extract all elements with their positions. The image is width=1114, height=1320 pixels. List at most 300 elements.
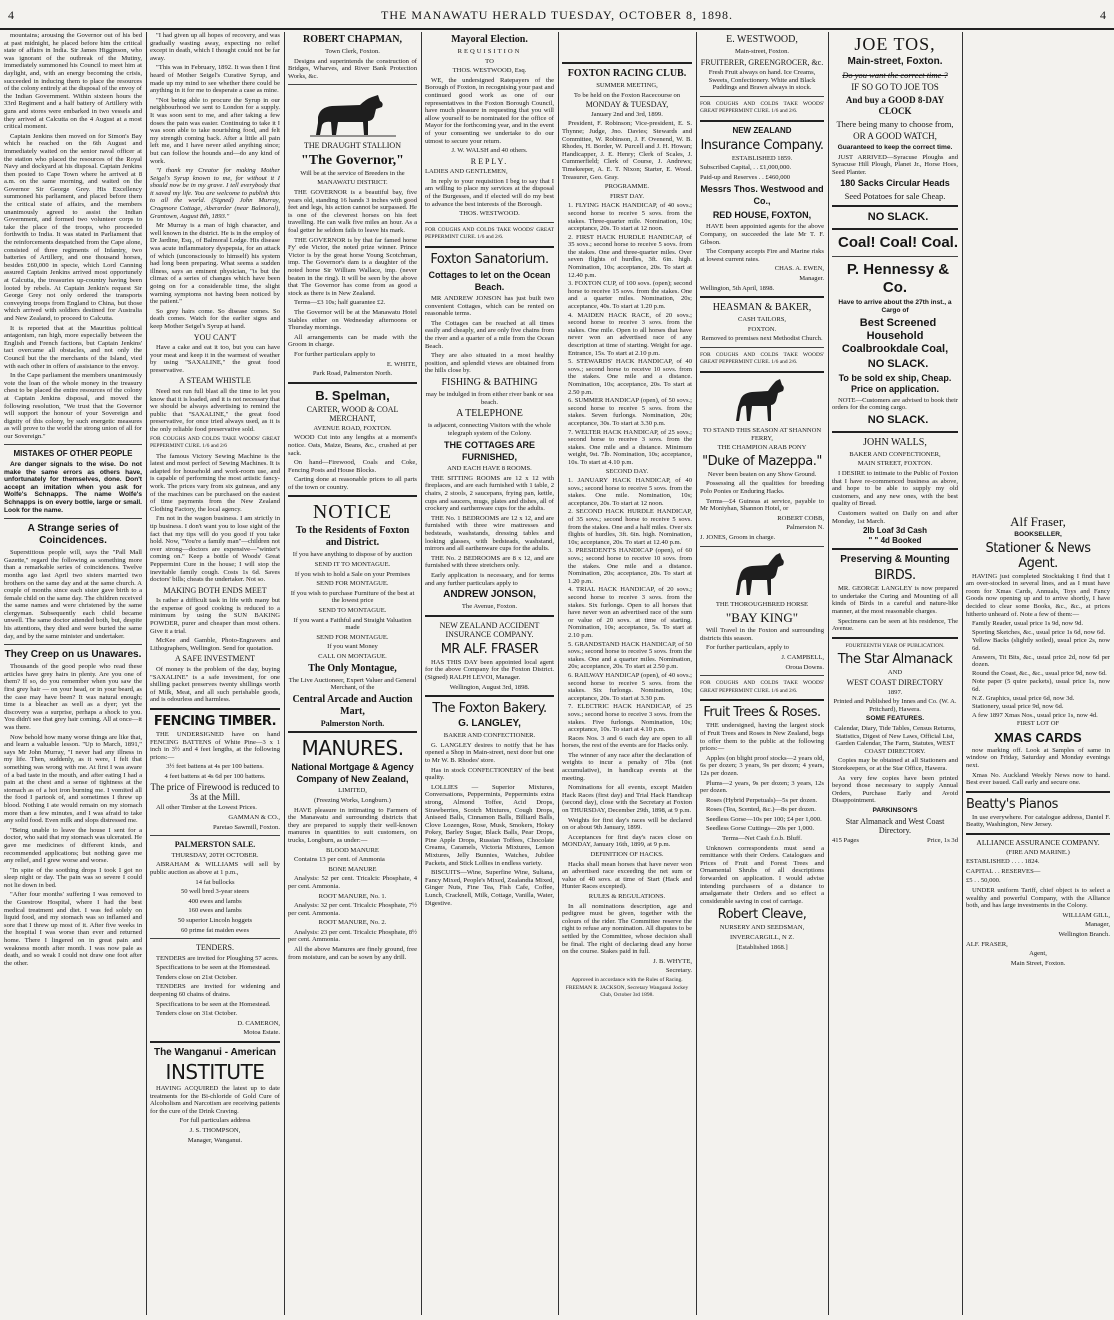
ad-signature: Manager, Wanganui. [187, 1136, 243, 1144]
ad-subheading: DEFINITION OF HACKS. [590, 851, 664, 858]
ad-text: Copies may be obtained at all Stationers and Storekeepers, or at the Star Office, Hawera. [832, 757, 958, 772]
ad-noslack: NO SLACK. [867, 211, 929, 224]
article-paragraph: "I thank my Creator for making Mother Seigel's Syrup known to me, for without it I should now be in my grave. I tell everybody that it saved my life. You are welcome to publish this to all the world. (Signed) John Murray, Cragmore Cottage, Aberarder (near Balmoral), Grantown, August 8th, 1893." [150, 167, 280, 220]
divider [700, 371, 824, 373]
ad-subheading: BOOKSELLER, [1014, 531, 1062, 538]
ad-heading-residents: To the Residents of Foxton and District. [295, 525, 410, 549]
ad-text: LOLLIES — Superior Mixtures, Conversations, Peppermints, Peppermints extra strong, Almond Toffee, Acid Drops, Strawberries, Scotch Mixtures, Cough Drops, Aniseed Balls, Cinnamon Balls, Billiard Balls, Clove Lozenges, Rose, Musk, Smokers, Hokey Pokey, Barley Sugar, Black Balls, Pear Drops, Pine Apple Drops, Russian Toffees, Chocolate Creams, Caramels, Victoria Mixtures, Lemon Mixtures, Jelly Bunnies, Watches, Jubilee Packets, and Stick Lollies in endless variety. [425, 783, 554, 867]
divider [4, 644, 142, 645]
ad-best: Best Screened Household Coalbrookdale Coal, [841, 316, 949, 355]
ad-subheading: NURSERY AND SEEDSMAN, [719, 924, 805, 932]
article-paragraph: "After four months' suffering I was removed to the Guestrow Hospital, where I had the best medical treatment and diet. I was fed solely on liquid food, and my stomach was so inflamed and sore that I threw up most of it. After five weeks in the hospital I was worse than ever and returned home. There I lingered on in great pain and weakness month after month. I was now pale as death, and so weak I could not draw one foot after the other. [4, 891, 142, 967]
divider [700, 675, 824, 676]
divider [966, 833, 1110, 835]
ad-price-row [832, 837, 958, 845]
ad-text: Will be at the service of Breeders in the [300, 169, 405, 177]
ad-heading-notice: NOTICE [312, 501, 393, 524]
ad-date: Wellington, 5th April, 1898. [700, 284, 775, 292]
article-paragraph: "This was in February, 1892. It was then I first heard of Mother Seigel's Curative Syrup, and made up my mind to see whether there could be anything in it for me to desperate a case as mine. [150, 64, 280, 95]
ad-line: 4 feet battens at 4s 6d per 100 battens. [164, 772, 266, 780]
race-entry: 1. FLYING HACK HANDICAP, of 40 sovs.; second horse to receive 5 sovs. from the stakes. Three-quarter mile. Nomination, 10s; acceptance, 20s. To start at 12 noon. [568, 202, 692, 233]
divider [700, 699, 824, 701]
ad-text: For further particulars, apply to [706, 644, 789, 652]
ad-subheading: FIRST LOT OF [1016, 720, 1060, 728]
ad-signature: Oroua Downs. [785, 663, 824, 671]
ad-text: Unknown correspondents must send a remittance with their Orders. Catalogues and Prices of Fruit and Forest Trees and Ornamental Shrubs of all descriptions forwarded on application. I would advise intending purchasers of a distance to amalgamate their Orders and so effect a considerable saving in cost of carriage. [700, 844, 824, 905]
ad-subheading: SECOND DAY. [605, 467, 649, 475]
ad-text: THE No. 2 BEDROOMS are 8 x 12, and are furnished with three stretchers only. [425, 554, 554, 570]
notice-text: Have a cake and eat it too, but you can have your meat and keep it in the warmest of weather by using "SAXALINE," the great food preservative. [150, 344, 280, 374]
ad-text: I DESIRE to intimate to the Public of Foxton that I have re-commenced business as above, and hope to be able to supply my old customers, and any new ones, with the best quality of Bread. [832, 469, 958, 508]
ad-text: For full particulars address [179, 1117, 251, 1125]
ad-subheading: MONDAY & TUESDAY, [585, 100, 669, 110]
ad-clock: And buy a GOOD 8-DAY CLOCK [845, 95, 945, 116]
ad-noslack: NO SLACK. [867, 413, 929, 426]
divider [966, 791, 1110, 793]
ad-subheading: REQUISITION [457, 48, 522, 55]
book-offer: Answers, Tit Bits, &c., usual price 2d, now 6d per dozen. [972, 653, 1110, 669]
ad-text: All arrangements can be made with the Groom in charge. [288, 333, 417, 349]
ad-text: THE GOVERNOR is a beautiful bay, five years old, standing 16 hands 3 inches with good feet and legs, his action cannot be surpassed. He is one of the cleverest horses on his feet travelling. He can walk five miles an hour. As a foal getter he seldom fails to leave his mark. [288, 189, 417, 235]
ad-sacks: 180 Sacks Circular Heads [840, 178, 950, 189]
column-rule [284, 32, 285, 1315]
ad-price: Price, 1s 3d [927, 836, 958, 844]
article-heading-creep: They Creep on us Unawares. [4, 649, 142, 661]
ad-text: MR. GEORGE LANGLEY is now prepared to undertake the Curing and Mounting of all kinds of Birds in a careful and nature-like manner, at the most reasonable charges. [832, 585, 958, 616]
ad-text: Early application is necessary, and for terms and any further particulars apply to [425, 572, 554, 587]
ad-heading-beatty: Beatty's Pianos [966, 796, 1058, 812]
article-paragraph: Thousands of the good people who read these articles have grey hairs in plenty. Are you one of them? If so, do you remember when you saw the first grey hair — on your head, or in your beard, as the case may have been? It was natural enough; time is a bleacher as well as a dyer; yet the discovery was a surprise, perhaps a shock to you. You didn't see that grey hair coming. All at once—it was there. [4, 663, 142, 731]
ad-signature: D. CAMERON, [237, 1019, 280, 1027]
arab-pony-icon [732, 377, 792, 425]
column-7 [832, 32, 958, 1315]
ad-heading-fishing: FISHING & BATHING [441, 376, 538, 388]
ad-heading-institute: INSTITUTE [165, 1059, 265, 1084]
ad-heading-stationer: Stationer & News Agent. [985, 540, 1091, 571]
divider [700, 296, 824, 298]
ad-text: Specifications to be seen at the Homestead. [156, 964, 271, 972]
ad-subheading: TO [485, 57, 494, 65]
divider [832, 228, 958, 230]
ad-text: Roses (Hybrid Perpetuals)—5s per dozen. [706, 796, 818, 804]
divider [150, 1041, 280, 1043]
divider [832, 205, 958, 207]
divider [288, 84, 417, 85]
ad-text: On hand—Firewood, Coals and Coke, Fencing Posts and House Blocks. [288, 459, 417, 474]
ad-heading-heasman: HEASMAN & BAKER, [712, 302, 812, 314]
manure-name: BONE MANURE [328, 865, 377, 873]
ad-subheading: LIMITED, [338, 787, 367, 795]
column-rule [146, 32, 147, 1315]
column-1 [4, 32, 142, 1315]
race-entry: 5. STEWARDS' HACK HANDICAP, of 40 sovs.; second horse to receive 10 sovs. from the stakes. One mile and a distance. Nomination, 10s; acceptance, 20s. To start at 2.50 p.m. [568, 358, 692, 396]
ad-subheading: RULES & REGULATIONS. [588, 892, 666, 900]
ad-signature: J. B. WHYTE, [653, 957, 692, 965]
ad-signature: Agent, [1029, 950, 1047, 958]
ad-text: HAVING ACQUIRED the latest up to date treatments for the Bi-chloride of Gold Cure of Alcoholism and Narcotism are receiving patients for the cure of the Drink Craving. [150, 1084, 280, 1115]
divider [150, 938, 280, 939]
ad-signature: Secretary. [665, 967, 692, 975]
ad-subheading: MANAWATU DISTRICT. [317, 179, 388, 187]
ad-watch: OR A GOOD WATCH, [853, 131, 937, 141]
thoroughbred-horse-icon [732, 551, 792, 599]
stock-item: 50 well bred 3-year steers [180, 888, 250, 896]
ad-heading-furnished: THE COTTAGES ARE FURNISHED, [443, 440, 535, 463]
divider [4, 518, 142, 519]
notice-text: McKee and Gamble, Photo-Engravers and Lithographers, Wellington. Send for quotation. [150, 637, 280, 652]
ad-text: THE undersigned, having the largest stock of Fruit Trees and Roses in New Zealand, begs to offer them to the public at the following prices:— [700, 722, 824, 753]
ad-text: TENDERS are invited for Ploughing 57 acres. [156, 954, 279, 962]
ad-text: TENDERS are invited for widening and deepening 60 chains of drains. [150, 983, 280, 998]
montague-line: If you wish to purchase Furniture of the best at the lowest price [290, 589, 415, 605]
article-paragraph: "Not being able to procure the Syrup in our neighbourhood we sent to London for a supply. It was soon sent to me, and after taking a few doses the pain was easier. Continuing to take it I was soon able to take nourishing food, and felt my strength coming back. After a little all pain left me, and I have never ailed anything since; but can follow the hounds and—do any kind of work. [150, 96, 280, 165]
ad-subheading: WEST COAST DIRECTORY [846, 678, 944, 688]
ad-firewood: The price of Firewood is reduced to 3s at the Mill. [150, 782, 280, 803]
divider [562, 62, 692, 64]
ad-text: Will Travel in the Foxton and surrounding districts this season. [700, 627, 824, 642]
ad-text: MR ANDREW JONSON has just built two convenient Cottages, which can be rented on reasonable terms. [425, 294, 554, 318]
ad-heading-redhouse: RED HOUSE, FOXTON, [712, 210, 812, 221]
ad-text: HAVE pleasure in intimating to Farmers of the Manawatu and surrounding districts that they are prepared to supply their well-known manures in quantities to suit customers, on trucks, Longburn, as under:— [288, 806, 417, 844]
ad-text: Apples (on blight proof stocks—2 years old, 6s per dozen; 3 years, 9s per dozen; 4 years, 12s per dozen. [700, 754, 824, 777]
article-paragraph: Superstitious people will, says the "Pall Mall Gazette," regard the following as something more than a remarkable series of coincidences. Twelve months ago last April two sisters married two brothers on the same day and at the same church. A couple of months since each sister gave birth to a female child on the same day. The children received the same names and were christened by the same clergyman. Subsequently each child became unwell. The same doctor attended both, but, despite his attentions, they died and were buried the same day, and by the same minister and undertaker. [4, 549, 142, 640]
montague-cta: SEND FOR MONTAGUE. [316, 633, 389, 641]
ad-text: Xmas No. Auckland Weekly News now to hand. Best ever issued. Call early and secure one. [966, 771, 1110, 787]
ad-text: Possessing all the qualities for breeding Polo Ponies or Enduring Hacks. [700, 480, 824, 496]
ad-capital: ESTABLISHED . . . . 1824. [966, 858, 1040, 866]
ad-text: Specifications to be seen at the Homestead. [156, 1000, 271, 1008]
ad-subheading: SOME FEATURES. [865, 715, 925, 723]
ad-subheading: BAKER AND CONFECTIONER, [849, 450, 941, 458]
ad-heading-mayoral: Mayoral Election. [451, 34, 528, 45]
ad-heading-telephone: A TELEPHONE [456, 408, 523, 420]
manure-analysis: Analysis: 23 per cent. Tricalcic Phosphate, 8½ per cent. Ammonia. [288, 928, 417, 944]
ad-text: Tenders close on 31st October. [156, 1010, 238, 1018]
ad-date: Wellington, August 3rd, 1898. [449, 683, 530, 691]
book-offer: Sporting Sketches, &c., usual price 1s 6d, now 6d. [972, 628, 1106, 636]
ad-capital: £5 . . 50,000. [966, 877, 1001, 885]
divider [832, 548, 958, 550]
ad-text: Carting done at reasonable prices to all parts of the town or country. [288, 476, 417, 491]
divider [150, 835, 280, 836]
ad-text: UNDER uniform Tariff, chief object is to select a wealthy and powerful Company, with the Alliance both, and has large investments in the Colony. [966, 887, 1110, 910]
notice-heading-whistle: A STEAM WHISTLE [179, 376, 251, 386]
stock-item: 160 ewes and lambs [188, 907, 242, 915]
divider [700, 96, 824, 97]
ad-signature: THOS. WESTWOOD. [459, 210, 520, 218]
ad-seed: Seed Potatoes for sale Cheap. [844, 191, 946, 202]
ad-heading-main-street: Main-street, Foxton. [847, 56, 943, 67]
article-paragraph: "I had given up all hopes of recovery, and was gradually wasting away, expecting no relief except in death, which I thought could not be far away. [150, 32, 280, 62]
ad-subheading: CARTER, WOOD & COAL MERCHANT, [306, 404, 399, 423]
newspaper-title: THE MANAWATU HERALD TUESDAY, OCTOBER 8, 1898. [381, 8, 733, 22]
notice-heading-safe: A SAFE INVESTMENT [174, 654, 255, 664]
ad-text: is adjacent, connecting Visitors with the whole telegraph system of the Colony. [427, 422, 552, 437]
ad-capital: CAPITAL . . RESERVES— [966, 867, 1041, 875]
divider [4, 444, 142, 445]
ad-text: Weights for first day's races will be declared on or about 9th January, 1899. [562, 816, 692, 832]
joe-tos-spacer [966, 32, 1110, 512]
ad-heading-mistakes: MISTAKES OF OTHER PEOPLE [13, 449, 133, 459]
ad-text-mistakes: Are danger signals to the wise. Do not make the same errors as others have, unfortunately for themselves, done. Don't accept an imitation when you ask for Wolfe's Schnapps. The name Wolfe's Schnapps is on every bottle, large or small. Look for the name. [4, 460, 142, 514]
book-offer: Note paper (5 quire packets), usual price 1s, now 6d. [972, 678, 1110, 693]
divider [425, 695, 554, 697]
ad-signature: Paretao Sawmill, Foxton. [212, 823, 280, 831]
cure-notice: FOR COUGHS AND COLDS TAKE WOODS' GREAT PEPPERMINT CURE. 1/6 and 2/6. [700, 100, 824, 115]
ad-arrive: Have to arrive about the 27th inst., a Cargo of [838, 299, 952, 314]
notice-text: Need not run full blast all the time to let you know that it is loaded, and it is not necessary that we should be always advertising to remind the public that "SAXALINE," the great food preservative, for once tried always used, as it is the only reliable food preservative sold. [150, 387, 280, 433]
ad-subheading: MAIN STREET, FOXTON. [857, 460, 933, 468]
column-6 [700, 32, 824, 1315]
ad-subheading: THE CHAMPION ARAB PONY [717, 444, 807, 452]
ad-text: J. JONES, Groom in charge. [700, 534, 776, 541]
ad-heading-cottages: Cottages to let on the Ocean Beach. [428, 269, 551, 292]
ad-text: Calendar, Diary, Tide Tables, Census Returns, Statistics, Digest of New Laws, Official List, Garden Calendar, The Farm, Statutes, WEST COAST DIRECTORY. [834, 725, 956, 755]
ad-text: Printed and Published by Innes and Co. (W. A. Pritchard), Hawera. [833, 698, 957, 713]
article-paragraph: Mr Murray is a man of high character, and well known in the district. He is in the employ of Dr Jardine, Esq., of Balmoral Lodge. His disease was acute inflammatory dyspepsia, for an attack of which (unconsciously to himself) his system had long been preparing. What seems a sudden illness, says an eminent physician, "is but the climax of a series of changes which have been going on for a considerable time, the slight warning symptoms not having been noticed by the patient." [150, 222, 280, 306]
ad-many: There being many to choose from, [836, 119, 954, 129]
ad-subheading: BAKER AND CONFECTIONER. [443, 732, 536, 740]
ad-heading-jonson: ANDREW JONSON, [443, 589, 536, 601]
divider [288, 731, 417, 733]
ad-heading-mortgage: National Mortgage & Agency Company of New Zealand, [291, 762, 414, 785]
ad-subheading: INVERCARGILL, N Z. [729, 934, 795, 941]
book-offer: Stationery, usual price 9d, now 6d. [972, 703, 1064, 711]
ad-heading-fraser: MR ALF. FRASER [440, 641, 539, 657]
ad-text: NOTE—Customers are advised to book their orders for the coming cargo. [832, 396, 958, 412]
stock-item: 14 fat bullocks [195, 878, 235, 886]
article-paragraph: In the Cape parliament the members unanimously vote the loan of the whole money in the treasury chest to be placed the entire resources of the colony at Captain Jenkins disposal, and moved the following resolution, "We trust that the Governor will support the honour of your Sovereign and dignity of this colony, by such energetic measures as will prove to the world the strong union of all for our Sovereign." [4, 372, 142, 440]
column-8 [966, 32, 1110, 1315]
ad-text: In all nominations description, age and pedigree must be given, together with the colours of the rider. The Committee reserve the right to refuse any nomination. All disputes to be settled by the Committee, whose decision shall be final. The right of declaring dead any horse on the course. Stakes paid in full. [562, 902, 692, 956]
ad-subheading: AND [887, 669, 903, 677]
page-number-left: 4 [8, 8, 14, 22]
ad-heading-insurance: Insurance Company. [700, 137, 824, 153]
ad-heading-trees: Fruit Trees & Roses. [703, 705, 821, 721]
ad-subheading: FOXTON. [747, 325, 777, 333]
column-5 [562, 32, 692, 1315]
ad-signature: Main Street, Foxton. [1010, 959, 1066, 967]
ad-hennessy: P. Hennessy & Co. [846, 261, 950, 297]
draught-horse-icon [308, 89, 398, 139]
ad-text: The Governor will be at the Manawatu Hotel Stables either on Wednesday afternoons or Thursday mornings. [288, 308, 417, 332]
ad-line: 3½ feet battens at 4s per 100 battens. [166, 763, 264, 771]
ad-text: Terms—£4 Guineas at service, payable to Mr Moniyhan, Shannon Hotel, or [700, 497, 824, 513]
ad-heading-fencing: FENCING TIMBER. [153, 713, 277, 729]
manure-name: BLOOD MANURE [326, 846, 379, 854]
ad-text: ABRAHAM & WILLIAMS will sell by public auction as above at 1 p.m., [150, 861, 280, 876]
race-entry: 4. TRIAL HACK HANDICAP, of 20 sovs.; second horse to receive 3 sovs. from the stakes. Six furlongs. Open to all horses that have never won an advertised race of the sum or value of 20 sovs. at time of starting. Nomination, 10s; acceptance, 5s. To start at 2.10 p.m. [568, 586, 692, 639]
ad-text: Plums—2 years, 9s per dozen; 3 years, 12s per dozen. [700, 779, 824, 795]
ad-subheading: Town Clerk, Foxton. [325, 48, 380, 55]
ad-heading-alf: Alf Fraser, [1010, 514, 1066, 529]
ad-subheading: Palmerston North. [320, 718, 385, 728]
ad-heading-reply: REPLY. [470, 156, 509, 166]
ad-text: All other Timber at the Lowest Prices. [156, 804, 257, 812]
notice-text: Of money is the problem of the day, buying "SAXALINE" is a safe investment, for one shilling packet preserves twenty shillings worth of Milk, Meat, and all such perishable goods, and is odourless and harmless. [150, 665, 280, 704]
ad-subheading: Star Almanack and West Coast Directory. [845, 816, 945, 835]
ad-text: Never been beaten on any Show Ground. [707, 470, 817, 478]
race-entry: 7. WELTER HACK HANDICAP, of 25 sovs.; second horse to receive 3 sovs. from the stakes. One mile and a distance. Minimum weight, 9st. 7lb. Nomination, 10s; acceptance, 10s. To start at 4.10 p.m. [568, 428, 692, 466]
article-paragraph: mountains; arousing the Governor out of his bed at past midnight, he placed before him the critical state of affairs in India. Sir James Higginson, who was ignorant of the outbreak of the Mutiny, immediately summoned his Council to meet him at daylight, and, with an energy becoming the crisis, succeeded in inducing them to place the resources of the colony entirely at the disposal of the envoy of the Indian Government. Within sixteen hours the 33rd Regiment and a half battery of Artillery with guns and stores were embarked in two vessels and they arrived at Calcutta on the 4 August at a most critical moment. [4, 32, 142, 131]
ad-loaf-booked: " " 4d Booked [868, 535, 922, 545]
ad-text: TO STAND THIS SEASON AT SHANNON FERRY, [702, 427, 822, 442]
ad-text: LADIES AND GENTLEMEN, [425, 168, 508, 176]
ad-approval: Approved in accordance with the Rules of Racing. FREEMAN R. JACKSON, Secretary Wanganui Jockey Club, October 3rd 1898. [565, 976, 689, 999]
divider [700, 347, 824, 348]
notice-heading-cant: YOU CAN'T [193, 332, 237, 342]
race-entry: 6. RAILWAY HANDICAP (open), of 40 sovs.; second horse to receive 5 sovs. from the stakes. Six furlongs. Nomination, 10s; acceptance, 20s. To start at 3.30 p.m. [568, 671, 692, 702]
ad-heading-messrs: Messrs Thos. Westwood and Co., [700, 184, 824, 207]
ad-text: THE UNDERSIGNED have on hand FENCING BATTENS of White Pine—3 x 1 inch in 3½ and 4 feet lengths, at the following prices:— [150, 730, 280, 761]
ad-heading-bakery: The Foxton Bakery. [432, 701, 547, 717]
ad-text: The Live Auctioneer, Expert Valuer and General Merchant, of the [288, 676, 417, 692]
ad-heading-cleave: Robert Cleave, [717, 907, 807, 923]
article-paragraph: Now behold how many worse things are like that, and learn a valuable lesson. "Up to March, 1891," says Mr John Murray, "I never had any illness in my life. Then, suddenly, as it were, I felt that something was wrong with me. At first I was aware of a bad taste in the mouth, and after eating I had a pain at the chest and a sense of tightness at the stomach as of a hot iron burning me. I vomited all the food I partook of, and sometimes I threw up blood. Nothing I ate would remain on my stomach more than a few minutes, and I was afraid to take any solid food. Even milk and slops distressed me. [4, 733, 142, 825]
notice-text: The famous Victory Sewing Machine is the latest and most perfect of Sewing Machines. It is adapted for household and work-room use, and is capable of performing the most artistic fancy-work. The prices vary from six guineas, and any of the machines can be purchased on the easiest of time payments from the New Zealand Clothing Factory, the local agency. [150, 452, 280, 513]
article-paragraph: Captain Jenkins then moved on for Simon's Bay which he reached on the 6th August and immediately waited on the senior naval officer at the station who placed the resources of the Royal Navy and dockyard at his disposal. Captain Jenkins then posted to Cape Town where he arrived at 8 a.m. on the same morning, and waited on the Governor Sir George Grey. His Excellency summoned his parliament, and placed before them the critical state of affairs, and the members unanimously agreed to assist the Indian Government, and formed two volunteer corps to take the place of the troops, who proceeded forthwith to India. It was stated in Parliament that the reinforcements despatched from the Cape alone, consisted of three regiments of Infantry, two batteries of Artillery, and one thousand horses, besides £60,000 in specie, which Lord Canning assured Captain Jenkins arrived most opportunely at Calcutta, the treasuries up-country having been looted by rebels. At Captain Jenkin's request Sir George Grey not only ordered the transports conveying troops from England to China, but those which arrived with soldiers destined for Australia and New Zealand, to proceed to Calcutta. [4, 132, 142, 322]
ad-heading-accident: NEW ZEALAND ACCIDENT INSURANCE COMPANY. [439, 620, 540, 640]
divider [150, 708, 280, 710]
notice-heading-making: MAKING BOTH ENDS MEET [163, 585, 267, 595]
ad-text: The winner of any race after the declaration of weights to incur a penalty of 7lbs (not accumulative), in handicap events at the meeting. [562, 751, 692, 782]
ad-text: In reply to your requisition I beg to say that I am willing to place my services at the disposal of the Burgesses, and if elected will do my best to advance the best interests of the Borough. [425, 177, 554, 208]
cure-notice: FOR COUGHS AND COLDS TAKE WOODS' GREAT PEPPERMINT CURE. 1/6 and 2/6 [150, 435, 280, 450]
cure-notice: FOR COUGHS AND COLDS TAKE WOODS' GREAT PEPPERMINT CURE. 1/6 and 2/6. [700, 680, 824, 694]
ad-heading-palmerston: PALMERSTON SALE. [174, 840, 256, 850]
ad-text: Removed to premises next Methodist Church. [701, 335, 823, 343]
ad-coal: Coal! Coal! Coal. [838, 234, 958, 252]
ad-text: THE GOVERNOR is by that far famed horse Fy' ede Victor, the noted prize winner. Prince Victor is by the great horse Young Scotchman, imp. The Governor's dam is a daughter of the noted horse Sir William Wallace, imp. (never beaten in the ring). It will be seen by the above that The Governor has come from as good a stock as there is in New Zealand. [288, 236, 417, 297]
divider [425, 222, 554, 223]
manure-analysis: Analysis: 32 per cent. Tricalcic Phosphate, 7½ per cent. Ammonia. [288, 902, 417, 917]
montague-cta: SEND FOR MONTAGUE. [316, 580, 389, 588]
race-entry: 6. SUMMER HANDICAP (open), of 50 sovs.; second horse to receive 5 sovs. from the stakes. Seven furlongs. Nomination, 20s; acceptance, 30s. To start at 3.30 p.m. [568, 397, 692, 427]
ad-signature: J. W. WALSH and 40 others. [451, 147, 528, 155]
ad-heading-joetos: JOE TOS, [854, 34, 936, 54]
ad-subheading: (FIRE AND MARINE.) [1006, 848, 1070, 856]
ad-heading-xmas: XMAS CARDS [994, 729, 1082, 745]
cure-notice: FOR COUGHS AND COLDS TAKE WOODS' GREAT PEPPERMINT CURE. 1/6 and 2/6. [700, 351, 824, 366]
masthead [0, 0, 1114, 30]
manure-analysis: Analysis: 52 per cent. Tricalcic Phosphate, 4 per cent. Ammonia. [288, 875, 417, 890]
ad-text: now marking off. Look at Samples of same in window on Friday, Saturday and Monday evenings next. [966, 746, 1110, 770]
page-number-right: 4 [1100, 8, 1106, 22]
ad-heading-draught: THE DRAUGHT STALLION [304, 141, 401, 151]
cure-notice: FOR COUGHS AND COLDS TAKE WOODS' GREAT PEPPERMINT CURE. 1/6 and 2/6. [425, 226, 554, 241]
ad-text: The Cottages can be reached at all times easily and cheaply, and are only five chains from the river and a quarter of a mile from the Ocean Beach. [425, 319, 554, 350]
ad-signature: CHAS. A. EWEN, [774, 265, 824, 273]
ad-text: Terms—Net Cash f.o.b. Bluff. [722, 835, 802, 843]
ad-text: For further particulars apply to [294, 350, 376, 358]
ad-heading-tenders: TENDERS. [196, 943, 234, 953]
ad-text: may be indulged in from either river bank or sea beach. [425, 390, 554, 406]
ad-sold: To be sold ex ship, Cheap. Price on application. [838, 372, 952, 394]
race-entry: 7. ELECTRIC HACK HANDICAP, of 25 sovs.; second horse to receive 3 sovs. from the stakes. Five furlongs. Nomination, 10s; acceptance, 10s. To start at 4.10 p.m. [568, 703, 692, 734]
ad-date: THURSDAY, 20TH OCTOBER. [171, 851, 259, 859]
ad-heading-arcade: Central Arcade and Auction Mart, [292, 693, 413, 717]
ad-text: WOOD Cut into any lengths at a moment's notice. Oats, Maize, Beans, &c., crushed at per sack. [288, 434, 417, 457]
montague-cta: CALL ON MONTAGUE. [318, 653, 387, 660]
divider [700, 120, 824, 122]
ad-signature: ALF. FRASER, [966, 940, 1008, 948]
stock-item: 50 superior Lincoln hoggets [177, 916, 253, 924]
ad-text: Designs and superintends the construction of Bridges, Wharves, and River Bank Protection Works, &c. [288, 57, 417, 80]
column-4 [425, 32, 554, 1315]
ad-text: Roses (Tea, Scented, &c.)—8s per dozen. [706, 806, 816, 814]
race-entry: 5. GRANDSTAND HACK HANDICAP, of 50 sovs.; second horse to receive 5 sovs. from the stakes. One and a quarter miles. Nomination, 20s; acceptance, 20s. To start at 2.50 p.m. [568, 640, 692, 671]
ad-subheading: THE THOROUGHBRED HORSE [715, 600, 809, 608]
stock-item: 400 ewes and lambs [188, 897, 242, 905]
ad-subheading: ESTABLISHED 1859. [731, 154, 793, 162]
ad-text: Fresh Fruit always on hand. Ice Creams, Sweets, Confectionery. White and Black Puddings and Brawn always in stock. [708, 69, 816, 92]
ad-signature: Wellington Branch. [1058, 930, 1110, 938]
book-offer: Family Reader, usual price 1s 9d, now 9d. [972, 620, 1084, 628]
ad-heading-mazeppa: "Duke of Mazeppa." [702, 453, 822, 469]
stock-item: 60 prime fat maiden ewes [180, 926, 250, 934]
ad-signature: Manager, [1085, 921, 1110, 929]
ad-text: G. LANGLEY desires to notify that he has opened a Shop in Main-street, next door but one to Mr W. B. Rhodes' store. [425, 741, 554, 764]
montague-line: If you have anything to dispose of by auction [292, 551, 413, 559]
ad-text: WE, the undersigned Ratepayers of the Borough of Foxton, in recognising your past and continued good work as one of our representatives in the Foxton Borough Council, have much pleasure in requesting that you will allow yourself to be nominated for the office of Mayor for the forthcoming year, and in the event of your consenting we undertake to do our utmost to secure your return. [425, 76, 554, 145]
ad-text: President, F. Robinson; Vice-president, E. S. Thynne; Judge, Jno. Davies; Stewards and Committee, W. Robinson, J. F. Ovenend, W. B. Rhodes, H. Border, W. Purcell and J. H. Howan; Handicapper, J. E. Henry; Clerk of Scales, J. Cummerfield; Clerk of Course, J. Andrews; Timekeeper, A. E. T. Nixon; Starter, E. Wood. Treasurer, Geo. Gray. [562, 120, 692, 181]
book-offer: A few 1897 Xmas Nos., usual price 1s, now 4d. [972, 711, 1098, 719]
book-offer: Round the Coast, &c., &c., usual price 9d, now 6d. [972, 669, 1107, 677]
ad-heading-governor: "The Governor," [301, 152, 404, 168]
ad-text: Has in stock CONFECTIONERY of the best quality. [425, 766, 554, 782]
column-rule [696, 32, 697, 1315]
ad-capital: Subscribed Capital, . . £1,000,000. [700, 164, 792, 172]
ad-subheading: PARKINSON'S [872, 806, 918, 814]
ad-text: Acceptances for first day's races close on MONDAY, January 16th, 1899, at 9 p.m. [562, 833, 692, 849]
ad-ifso: IF SO GO TO JOE TOS [851, 82, 939, 92]
ad-subheading: [Established 1868.] [736, 943, 788, 951]
ad-heading-fruiterer: FRUITERER, GREENGROCER, &c. [700, 57, 824, 67]
divider [832, 431, 958, 433]
article-paragraph: So grey hairs come. So disease comes. So death comes. Watch for the earlier signs and keep Mother Seigel's Syrup at hand. [150, 307, 280, 330]
ad-text: January 2nd and 3rd, 1899. [591, 110, 663, 118]
montague-line: If you want a Faithful and Straight Valuation made [293, 616, 412, 632]
ad-text: Seedless Gorse—10s per 100; £4 per 1,000. [706, 815, 822, 823]
ad-subheading: AND EACH HAVE 8 ROOMS. [447, 465, 532, 473]
notice-text: Is rather a difficult task in life with many but the expense of good cooking is reduced to a minimum by using the SUN BAKING POWDER, purer and cheaper than most others. Give it a trial. [150, 597, 280, 635]
ad-subheading: PROGRAMME. [604, 183, 650, 191]
ad-heading-nz: NEW ZEALAND [732, 126, 792, 136]
manure-name: ROOT MANURE, No. 2. [318, 919, 387, 927]
ad-text: The Company accepts Fire and Marine risks at lowest current rates. [700, 248, 824, 263]
ad-heading-manures: MANURES. [301, 736, 404, 761]
ad-subheading: CASH TAILORS, [737, 316, 787, 324]
column-rule [421, 32, 422, 1315]
divider [832, 256, 958, 257]
divider [288, 382, 417, 384]
ad-subheading: AVENUE ROAD, FOXTON. [313, 424, 392, 432]
ad-heading-walls: JOHN WALLS, [863, 436, 927, 448]
ad-subheading: (Freezing Works, Longburn.) [314, 796, 391, 804]
article-heading-coincidences: A Strange series of Coincidences. [27, 523, 119, 547]
ad-text: All the above Manures are finely ground, free from moisture, and can be sown by any drill. [288, 946, 417, 961]
ad-guaranteed: Guaranteed to keep the correct time. [837, 144, 953, 151]
column-2 [150, 32, 280, 1315]
ad-subheading: The Avenue, Foxton. [461, 603, 518, 611]
book-offer: N.Z. Graphics, usual price 6d, now 3d. [972, 694, 1075, 702]
manure-analysis: Contains 13 per cent. of Ammonia [294, 856, 385, 864]
race-entry: 2. FIRST HACK HURDLE HANDICAP, of 35 sovs.; second horse to receive 5 sovs. from the stakes. One and three-quarter miles. Over seven flights of hurdles, 3ft. 6in. high. Nomination, 10s; acceptance, 20s. To start at 12.40 p.m. [568, 233, 692, 279]
ad-subheading: Main-street, Foxton. [734, 48, 790, 55]
divider [700, 546, 824, 547]
ad-signature: GAMMAN & CO., [228, 814, 280, 822]
ad-heading-langley: G. LANGLEY, [458, 718, 521, 730]
